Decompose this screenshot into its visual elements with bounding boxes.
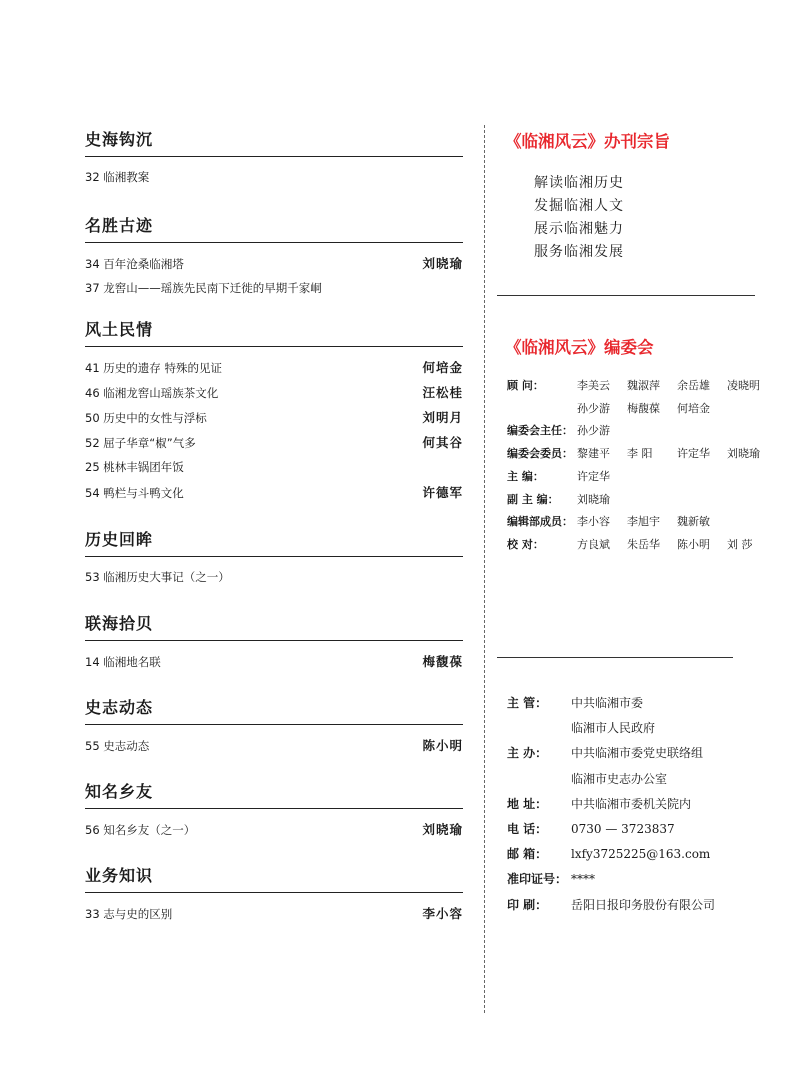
- entry-author: 刘晓瑜: [422, 256, 463, 271]
- member-name: 李美云: [577, 379, 610, 392]
- board-names: [577, 511, 777, 534]
- info-value: 临湘市人民政府: [571, 721, 656, 736]
- entry-author: 李小容: [422, 906, 463, 921]
- toc-entry[interactable]: [85, 165, 463, 190]
- board-names: [577, 534, 777, 557]
- member-name: 魏淑萍: [627, 379, 660, 392]
- board-role: 主 编：: [507, 469, 544, 483]
- board-row: [507, 375, 777, 420]
- section-entries: [85, 893, 463, 926]
- section-title: 史海钩沉: [85, 127, 463, 157]
- info-label: 邮 箱：: [507, 847, 548, 862]
- board-row: [507, 489, 777, 512]
- entry-title: 53 临湘历史大事记（之一）: [85, 570, 230, 584]
- info-row: [507, 817, 787, 842]
- board-names: [577, 420, 777, 443]
- member-name: 魏新敏: [677, 515, 710, 529]
- entry-author: 刘明月: [422, 410, 463, 425]
- section-entries: [85, 557, 463, 590]
- toc-entry[interactable]: [85, 733, 463, 758]
- board-role: 编委会委员：: [507, 447, 573, 461]
- board-row: [507, 466, 777, 489]
- info-values: [571, 691, 787, 741]
- section-entries: [85, 809, 463, 842]
- info-values: [571, 893, 787, 918]
- member-name: 刘 莎: [727, 537, 753, 551]
- board-role: 校 对：: [507, 537, 544, 551]
- member-name: 梅馥葆: [627, 401, 660, 415]
- member-name: 孙少游: [577, 424, 610, 438]
- entry-title: 37 龙窖山——瑶族先民南下迁徙的早期千家峒: [85, 281, 322, 295]
- info-label: 主 管：: [507, 696, 548, 710]
- member-name: 凌晓明: [727, 379, 760, 392]
- toc-entry[interactable]: [85, 565, 463, 590]
- section-title: 史志动态: [85, 695, 463, 725]
- section-entries: [85, 243, 463, 301]
- toc-section: [85, 317, 463, 505]
- toc-entry[interactable]: [85, 405, 463, 430]
- board-role: 副 主 编：: [507, 492, 559, 506]
- entry-title: 55 史志动态: [85, 739, 150, 753]
- section-entries: [85, 725, 463, 758]
- divider-line: [497, 657, 733, 658]
- entry-title: 50 历史中的女性与浮标: [85, 411, 207, 425]
- member-name: 余岳雄: [677, 379, 710, 392]
- toc-section: [85, 611, 463, 674]
- section-entries: [85, 347, 463, 505]
- phone-value: 0730 — 3723837: [571, 822, 675, 837]
- mission-line: 解读临湘历史: [534, 175, 624, 191]
- board-row: [507, 511, 777, 534]
- info-label: 准印证号：: [507, 872, 568, 887]
- entry-title: 32 临湘教案: [85, 170, 150, 184]
- info-values: [571, 741, 787, 791]
- permit-value: ****: [571, 872, 595, 887]
- info-row: [507, 893, 787, 918]
- member-name: 孙少游: [577, 401, 610, 415]
- member-name: 何培金: [677, 401, 710, 415]
- toc-section: [85, 695, 463, 758]
- toc-entry[interactable]: [85, 355, 463, 380]
- board-names: [577, 375, 777, 420]
- entry-author: 何培金: [422, 360, 463, 375]
- mission-list: [534, 172, 624, 264]
- member-name: 许定华: [677, 447, 710, 461]
- entry-author: 汪松桂: [422, 385, 463, 400]
- member-name: 李小容: [577, 515, 610, 529]
- member-name: 刘晓瑜: [577, 492, 610, 506]
- entry-title: 41 历史的遗存 特殊的见证: [85, 361, 222, 375]
- section-title: 业务知识: [85, 863, 463, 893]
- entry-title: 33 志与史的区别: [85, 907, 173, 921]
- member-name: 李 阳: [627, 447, 653, 461]
- info-values: [571, 867, 787, 892]
- toc-section: [85, 779, 463, 842]
- email-link[interactable]: lxfy3725225@163.com: [571, 847, 711, 862]
- entry-author: 梅馥葆: [422, 654, 463, 669]
- info-value: 临湘市史志办公室: [571, 771, 668, 786]
- entry-title: 52 屈子华章“椒”气多: [85, 436, 196, 450]
- toc-entry[interactable]: [85, 430, 463, 455]
- member-name: 许定华: [577, 469, 610, 483]
- member-name: 方良斌: [577, 537, 610, 551]
- section-title: 风土民情: [85, 317, 463, 347]
- address-value: 中共临湘市委机关院内: [571, 796, 692, 811]
- entry-title: 34 百年沧桑临湘塔: [85, 257, 184, 271]
- board-names: [577, 489, 777, 512]
- board-row: [507, 420, 777, 443]
- toc-entry[interactable]: [85, 901, 463, 926]
- entry-title: 25 桃林丰锅团年饭: [85, 460, 184, 474]
- entry-author: 何其谷: [422, 435, 463, 450]
- info-row: [507, 741, 787, 791]
- masthead-column: [497, 0, 777, 1077]
- entry-title: 56 知名乡友（之一）: [85, 823, 196, 837]
- info-label: 主 办：: [507, 746, 548, 761]
- board-role: 编辑部成员：: [507, 515, 573, 529]
- toc-entry[interactable]: [85, 649, 463, 674]
- section-title: 名胜古迹: [85, 213, 463, 243]
- board-row: [507, 534, 777, 557]
- column-divider: [484, 125, 485, 1013]
- toc-entry[interactable]: [85, 480, 463, 505]
- section-title: 知名乡友: [85, 779, 463, 809]
- toc-entry[interactable]: [85, 276, 463, 301]
- board-role: 编委会主任：: [507, 424, 573, 438]
- mission-title: 《临湘风云》办刊宗旨: [505, 132, 670, 151]
- board-role: 顾 问：: [507, 379, 544, 392]
- info-label: 电 话：: [507, 822, 548, 837]
- info-row: [507, 691, 787, 741]
- member-name: 李旭宇: [627, 515, 660, 529]
- board-names: [577, 443, 777, 466]
- info-values: [571, 842, 787, 867]
- section-entries: [85, 641, 463, 674]
- board-names: [577, 466, 777, 489]
- member-name: 陈小明: [677, 537, 710, 551]
- entry-title: 14 临湘地名联: [85, 655, 161, 669]
- section-title: 历史回眸: [85, 527, 463, 557]
- board-row: [507, 443, 777, 466]
- toc-section: [85, 863, 463, 926]
- info-value: 中共临湘市委: [571, 696, 644, 710]
- entry-author: 刘晓瑜: [422, 822, 463, 837]
- printer-value: 岳阳日报印务股份有限公司: [571, 897, 716, 912]
- member-name: 黎建平: [577, 447, 610, 461]
- mission-line: 展示临湘魅力: [534, 221, 624, 237]
- toc-entry[interactable]: [85, 455, 463, 480]
- divider-line: [497, 295, 755, 296]
- toc-entry[interactable]: [85, 380, 463, 405]
- toc-section: [85, 527, 463, 590]
- info-row: [507, 792, 787, 817]
- mission-line: 发掘临湘人文: [534, 198, 624, 214]
- section-entries: [85, 157, 463, 190]
- info-row: [507, 842, 787, 867]
- board-title: 《临湘风云》编委会: [505, 338, 654, 357]
- info-row: [507, 867, 787, 892]
- entry-title: 54 鸭栏与斗鸭文化: [85, 486, 184, 500]
- toc-section: [85, 127, 463, 190]
- info-label: 地 址：: [507, 796, 548, 811]
- toc-section: [85, 213, 463, 301]
- member-name: 刘晓瑜: [727, 447, 760, 461]
- toc-entry[interactable]: [85, 817, 463, 842]
- info-value: 中共临湘市委党史联络组: [571, 746, 704, 761]
- section-title: 联海拾贝: [85, 611, 463, 641]
- info-label: 印 刷：: [507, 897, 548, 912]
- editorial-board: [507, 375, 777, 557]
- info-values: [571, 792, 787, 817]
- publication-info: [507, 691, 787, 918]
- mission-line: 服务临湘发展: [534, 244, 624, 260]
- toc-entry[interactable]: [85, 251, 463, 276]
- member-name: 朱岳华: [627, 537, 660, 551]
- table-of-contents: [85, 127, 463, 926]
- entry-author: 陈小明: [422, 738, 463, 753]
- info-values: [571, 817, 787, 842]
- entry-author: 许德军: [422, 485, 463, 500]
- entry-title: 46 临湘龙窖山瑶族茶文化: [85, 386, 219, 400]
